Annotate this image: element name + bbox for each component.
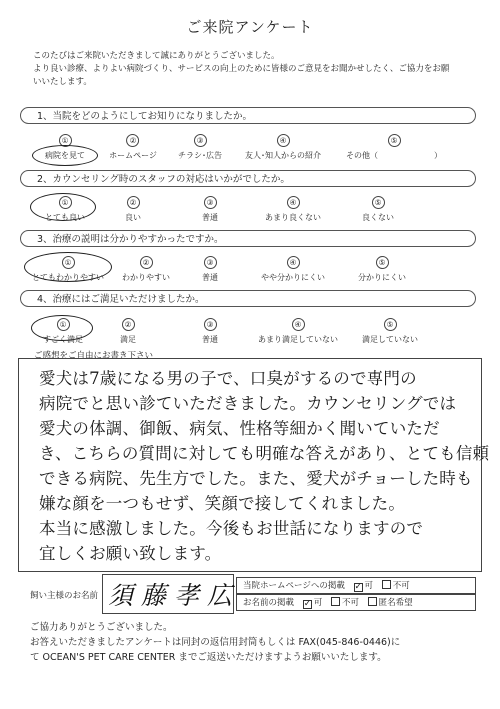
name-yes-checkbox[interactable]: ✓ xyxy=(303,599,312,609)
option-label: あまり良くない xyxy=(265,213,321,222)
comment-line: 宜しくお願い致します。 xyxy=(39,544,222,563)
footer-text xyxy=(30,620,480,665)
intro-line: より良い診療、よりよい病院づくり、サービスの向上のために皆様のご意見をお聞かせしたく、ご協力をお願 xyxy=(33,64,450,74)
option-number: ② xyxy=(140,256,153,269)
option-number: ① xyxy=(59,196,72,209)
name-anonymous-checkbox[interactable] xyxy=(368,597,377,606)
homepage-permission-row xyxy=(236,577,476,594)
intro-text xyxy=(33,50,473,89)
selection-circle xyxy=(24,252,112,282)
q2-option-5[interactable] xyxy=(362,196,394,223)
option-number: ④ xyxy=(292,318,305,331)
option-number: ② xyxy=(122,318,135,331)
footer-line: て OCEAN'S PET CARE CENTER までご返送いただけますようお願いいたします。 xyxy=(30,652,387,663)
option-number: ② xyxy=(127,134,140,147)
footer-line: ご協力ありがとうございました。 xyxy=(30,622,173,633)
comment-line: 病院でと思い診ていただきました。カウンセリングでは xyxy=(39,394,457,413)
option-label: ホームページ xyxy=(109,151,157,160)
option-label: 病院を見て xyxy=(45,151,85,160)
option-label: 分かりにくい xyxy=(358,273,406,282)
homepage-no-checkbox[interactable] xyxy=(382,580,391,589)
option-label: 友人･知人からの紹介 xyxy=(245,151,321,160)
comment-line: 本当に感激しました。今後もお世話になりますので xyxy=(39,519,424,538)
option-number: ⑤ xyxy=(388,134,401,147)
owner-signature: 須藤孝広 xyxy=(108,581,241,610)
option-number: ③ xyxy=(204,256,217,269)
option-number: ⑤ xyxy=(384,318,397,331)
selection-circle xyxy=(32,145,98,166)
option-label: チラシ･広告 xyxy=(178,151,222,160)
option-label: 普通 xyxy=(202,335,218,344)
intro-line: このたびはご来院いただきまして誠にありがとうございました。 xyxy=(33,51,280,61)
q4-option-4[interactable] xyxy=(258,318,338,345)
page-title: ご来院アンケート xyxy=(186,18,314,36)
option-label: わかりやすい xyxy=(122,273,170,282)
q3-option-2[interactable] xyxy=(122,256,170,283)
comment-line: き、こちらの質問に対しても明確な答えがあり、とても信頼 xyxy=(39,444,490,463)
owner-name-label: 飼い主様のお名前 xyxy=(30,591,99,601)
question-2-label: 2、カウンセリング時のスタッフの対応はいかがでしたか。 xyxy=(20,170,476,187)
homepage-no-label: 不可 xyxy=(392,581,410,591)
name-permission-label: お名前の掲載 xyxy=(243,598,295,608)
option-label: 良い xyxy=(125,213,141,222)
option-number: ① xyxy=(57,318,70,331)
option-label: すごく満足 xyxy=(43,335,83,344)
option-label: とてもわかりやすい xyxy=(32,273,104,282)
comment-line: 愛犬の体調、御飯、病気、性格等細かく聞いていただ xyxy=(39,419,440,438)
name-anonymous-label: 匿名希望 xyxy=(378,598,413,608)
question-4-label: 4、治療にはご満足いただけましたか。 xyxy=(20,290,476,307)
option-number: ④ xyxy=(287,196,300,209)
name-no-label: 不可 xyxy=(341,598,359,608)
name-yes-label: 可 xyxy=(313,598,323,608)
question-3-label: 3、治療の説明は分かりやすかったですか。 xyxy=(20,230,476,247)
option-label: 満足 xyxy=(120,335,136,344)
q1-option-3[interactable] xyxy=(178,134,222,161)
option-number: ③ xyxy=(204,196,217,209)
name-permission-row xyxy=(236,594,476,611)
q4-option-2[interactable] xyxy=(120,318,136,345)
footer-line: お答えいただきましたアンケートは同封の返信用封筒もしくは FAX(045-846-0446)に xyxy=(30,637,401,648)
option-label: とても良い xyxy=(45,213,85,222)
q3-option-3[interactable] xyxy=(202,256,218,283)
q3-option-5[interactable] xyxy=(358,256,406,283)
comment-line: できる病院、先生方でした。また、愛犬がチョーした時も xyxy=(39,469,473,488)
option-number: ⑤ xyxy=(372,196,385,209)
option-number: ⑤ xyxy=(376,256,389,269)
homepage-permission-label: 当院ホームページへの掲載 xyxy=(243,581,345,591)
intro-line: いいたします。 xyxy=(33,77,92,87)
q1-option-4[interactable] xyxy=(245,134,321,161)
q2-option-2[interactable] xyxy=(125,196,141,223)
option-label: 良くない xyxy=(362,213,394,222)
homepage-yes-checkbox[interactable]: ✓ xyxy=(354,582,363,592)
comment-line: 嫌な顔を一つもせず、笑顔で接してくれました。 xyxy=(39,494,406,513)
q3-option-4[interactable] xyxy=(261,256,325,283)
option-label: 普通 xyxy=(202,273,218,282)
q2-option-4[interactable] xyxy=(265,196,321,223)
comment-label: ご感想をご自由にお書き下さい xyxy=(34,351,154,361)
option-label: あまり満足していない xyxy=(258,335,338,344)
q1-option-2[interactable] xyxy=(109,134,157,161)
comment-line: 愛犬は7歳になる男の子で、口臭がするので専門の xyxy=(39,369,417,388)
selection-circle xyxy=(31,315,93,341)
option-label: 普通 xyxy=(202,213,218,222)
option-number: ③ xyxy=(204,318,217,331)
name-no-checkbox[interactable] xyxy=(331,597,340,606)
option-number: ③ xyxy=(194,134,207,147)
homepage-yes-label: 可 xyxy=(364,581,374,591)
question-1-label: 1、当院をどのようにしてお知りになりましたか。 xyxy=(20,107,476,124)
option-number: ② xyxy=(127,196,140,209)
option-label: 満足していない xyxy=(362,335,418,344)
q2-option-3[interactable] xyxy=(202,196,218,223)
option-number: ④ xyxy=(287,256,300,269)
option-number: ① xyxy=(62,256,75,269)
q1-option-5[interactable] xyxy=(346,134,442,161)
option-number: ④ xyxy=(277,134,290,147)
q4-option-3[interactable] xyxy=(202,318,218,345)
comment-box[interactable] xyxy=(18,358,490,572)
selection-circle xyxy=(30,193,96,221)
option-number: ① xyxy=(59,134,72,147)
option-label: その他（ ） xyxy=(346,151,442,160)
option-label: やや分かりにくい xyxy=(261,273,325,282)
q4-option-5[interactable] xyxy=(362,318,418,345)
